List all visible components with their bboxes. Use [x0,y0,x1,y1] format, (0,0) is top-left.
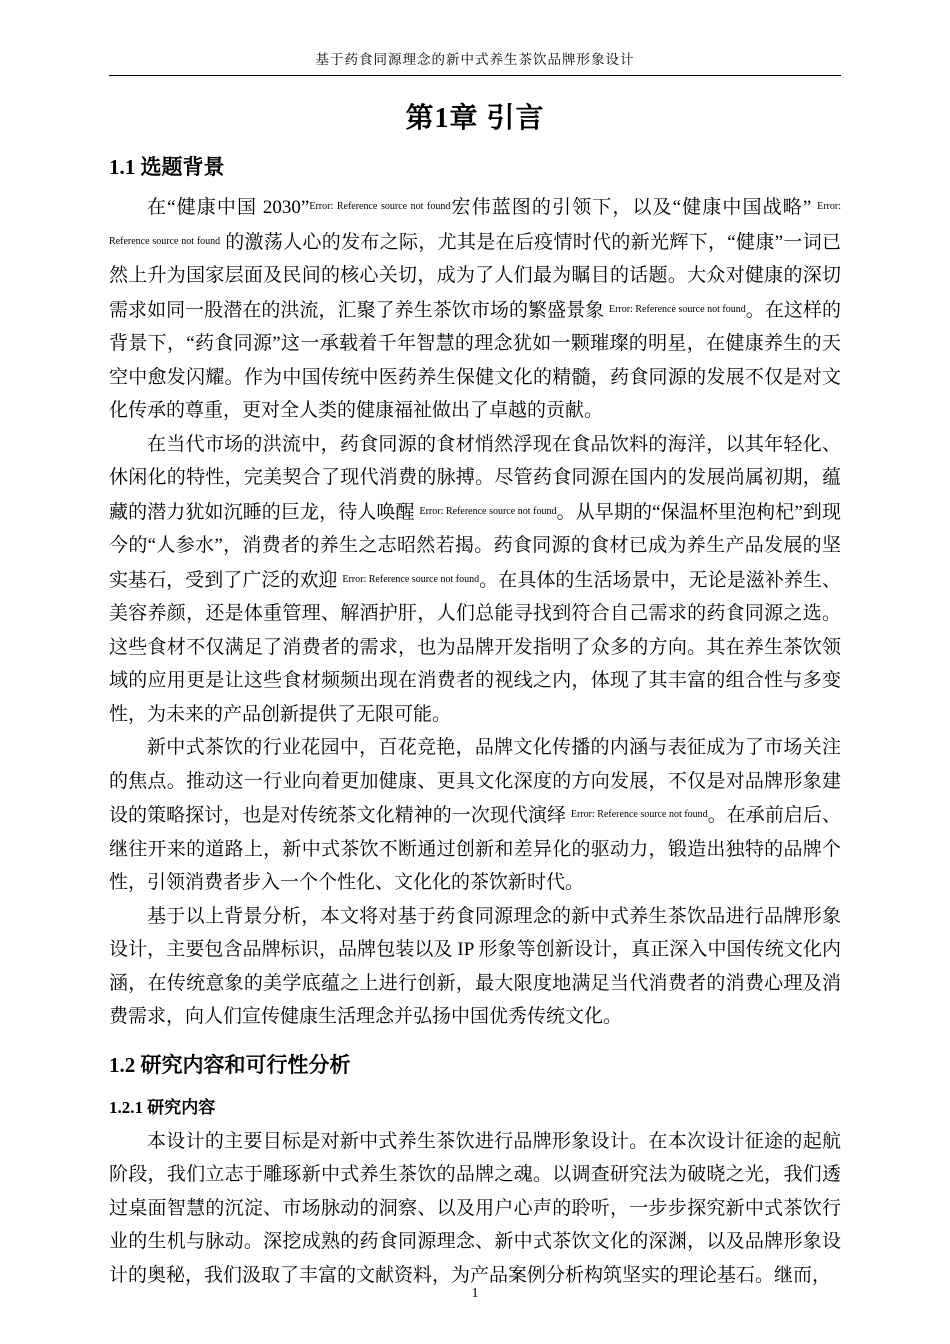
text-run: 。从早期的“保温杯里泡枸杞”到现今的“人参水”，消费者的养生之志昭然若揭。药食同源的食材已成为养生产品发展的坚实基石，受到了广泛的欢迎 [109,501,841,591]
page-number: 1 [471,1286,479,1301]
page-header [109,48,841,76]
text-run: 。在这样的背景下，“药食同源”这一承载着千年智慧的理念犹如一颗璀璨的明星，在健康养生的天空中愈发闪耀。作为中国传统中医药养生保健文化的精髓，药食同源的发展不仅是对文化传承的尊重，更对全人类的健康福祉做出了卓越的贡献。 [109,299,841,421]
error-reference-field: Error: Reference source not found [608,303,746,315]
text-run: 。在具体的生活场景中，无论是滋补养生、美容养颜，还是体重管理、解酒护肝，人们总能寻找到符合自己需求的药食同源之选。这些食材不仅满足了消费者的需求，也为品牌开发指明了众多的方向。其在养生茶饮领域的应用更是让这些食材频频出现在消费者的视线之内，体现了其丰富的组合性与多变性，为未来的产品创新提供了无限可能。 [109,569,841,725]
text-run: 的激荡人心的发布之际，尤其是在后疫情时代的新光辉下，“健康”一词已然上升为国家层面及民间的核心关切，成为了人们最为瞩目的话题。大众对健康的深切需求如同一股潜在的洪流，汇聚了养生茶饮市场的繁盛景象 [109,231,842,321]
paragraph [109,900,841,1034]
section-heading: 1.2 研究内容和可行性分析 [109,1052,351,1077]
error-reference-field: Error: Reference source not found [419,505,557,517]
text-run: 宏伟蓝图的引领下，以及“健康中国战略” [450,197,818,218]
section-heading: 1.1 选题背景 [109,155,225,179]
error-reference-field: Error: Reference source not found [309,201,451,212]
text-run: 在当代市场的洪流中，药食同源的食材悄然浮现在食品饮料的海洋，以其年轻化、休闲化的特性，完美契合了现代消费的脉搏。尽管药食同源在国内的发展尚属初期，蕴藏的潜力犹如沉睡的巨龙，待人唤醒 [109,433,841,523]
text-run: 基于以上背景分析，本文将对基于药食同源理念的新中式养生茶饮品进行品牌形象设计，主要包含品牌标识，品牌包装以及 IP 形象等创新设计，真正深入中国传统文化内涵，在传统意象的美学底蕴之上进行创新，最大限度地满足当代消费者的消费心理及消费需求，向人们宣传健康生活理念并弘扬中国优秀传统文化。 [109,905,841,1027]
text-run: 新中式茶饮的行业花园中，百花竞艳，品牌文化传播的内涵与表征成为了市场关注的焦点。推动这一行业向着更加健康、更具文化深度的方向发展，不仅是对品牌形象建设的策略探讨，也是对传统茶文化精神的一次现代演绎 [109,737,841,826]
error-reference-field: Error: Reference source not found [570,809,708,820]
text-run: 在“健康中国 2030” [147,197,310,218]
paragraph [109,731,841,900]
paragraph [109,1125,841,1293]
document-body [109,151,841,1292]
text-run: 。在承前启后、继往开来的道路上，新中式茶饮不断通过创新和差异化的驱动力，锻造出独特的品牌个性，引领消费者步入一个个性化、文化化的茶饮新时代。 [109,805,841,893]
document-title: 第1章 引言 [405,103,545,134]
paragraph [109,190,841,428]
error-reference-field: Error: Reference source not found [342,573,480,585]
text-run: 本设计的主要目标是对新中式养生茶饮进行品牌形象设计。在本次设计征途的起航阶段，我们立志于雕琢新中式养生茶饮的品牌之魂。以调查研究法为破晓之光，我们透过桌面智慧的沉淀、市场脉动的洞察、以及用户心声的聆听，一步步探究新中式茶饮行业的生机与脉动。深挖成熟的药食同源理念、新中式茶饮文化的深渊，以及品牌形象设计的奥秘，我们汲取了丰富的文献资料，为产品案例分析构筑坚实的理论基石。继而， [109,1130,841,1286]
subsection-heading: 1.2.1 研究内容 [109,1097,216,1117]
header-title: 基于药食同源理念的新中式养生茶饮品牌形象设计 [315,52,635,67]
error-reference-field: Error: Reference source not found [109,201,841,247]
paragraph [109,428,841,732]
